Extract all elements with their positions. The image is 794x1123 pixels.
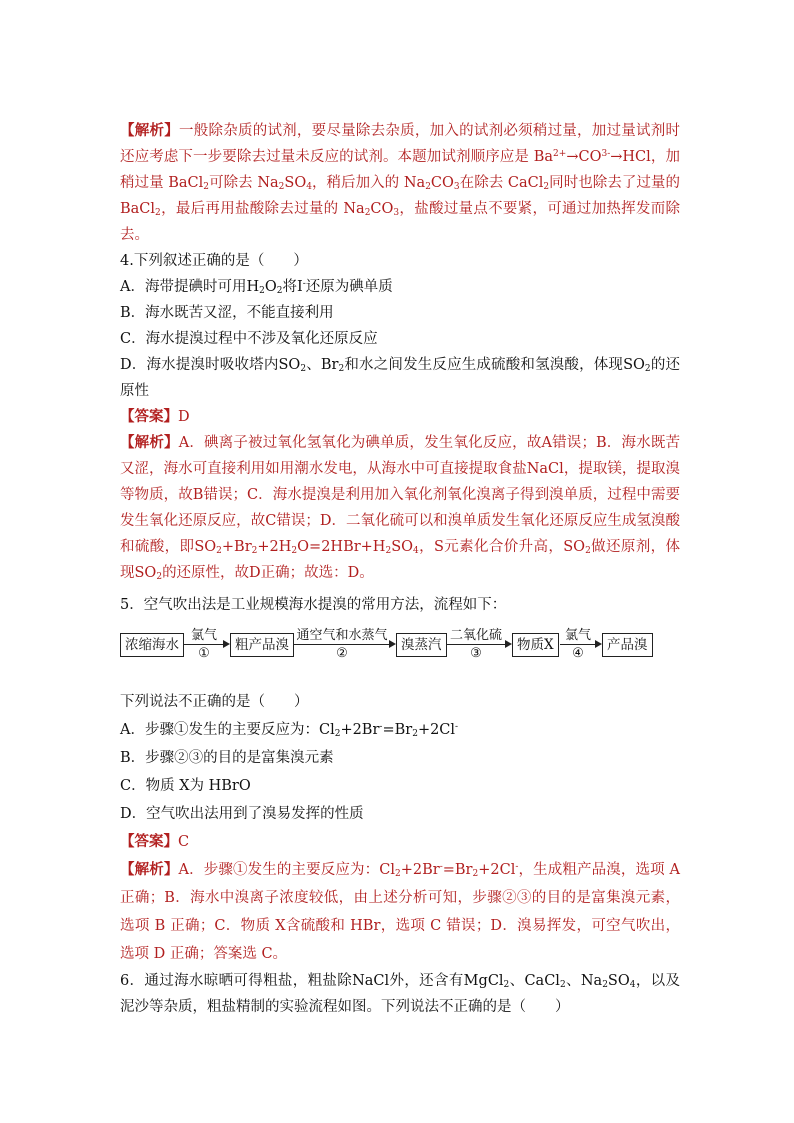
sub: 2 <box>644 364 651 374</box>
q5-stem: 5．空气吹出法是工业规模海水提溴的常用方法，流程如下： <box>120 597 507 613</box>
sup: - <box>455 722 459 732</box>
sub: 2 <box>259 286 265 296</box>
arrow-label-top: 二氧化硫 <box>449 628 502 643</box>
arrow-label-bottom: ③ <box>470 646 482 661</box>
flow-arrow-2 <box>294 628 396 672</box>
analysis-text: O=2HBr+H <box>297 539 386 555</box>
sub: 2 <box>472 869 479 879</box>
sub: 2 <box>276 286 283 296</box>
sub: 2 <box>216 546 222 556</box>
option-text: =Br <box>382 722 413 738</box>
sup: - <box>439 862 443 872</box>
sub: 2 <box>291 546 298 556</box>
q3-analysis-text: 可除去 Na <box>209 175 279 191</box>
analysis-text: ，S元素化合价升高，SO <box>418 539 586 555</box>
option-text: A．海带提碘时可用H <box>120 279 260 295</box>
analysis-text: +2Br <box>400 862 440 878</box>
q4-option-d <box>120 352 680 404</box>
option-text: 将I <box>282 279 303 295</box>
analysis-text: A．步骤①发生的主要反应为：Cl <box>178 862 395 878</box>
option-text: O <box>264 279 277 295</box>
analysis-text: +2H <box>257 539 292 555</box>
answer-tag: 【答案】 <box>120 833 178 850</box>
flow-box-substance-x: 物质X <box>512 633 559 657</box>
q3-analysis-text: 在除去 CaCl <box>459 175 544 191</box>
flow-box-concentrated-seawater: 浓缩海水 <box>120 633 184 657</box>
option-text: +2Br <box>340 722 380 738</box>
q3-analysis-text: →CO <box>566 149 602 165</box>
q4-option-c: C．海水提溴过程中不涉及氧化还原反应 <box>120 331 378 347</box>
analysis-tag: 【解析】 <box>120 122 179 139</box>
option-text: 、Br <box>306 357 339 373</box>
analysis-text: 做还原剂，体现SO <box>120 539 681 581</box>
q6-stem <box>120 968 680 1020</box>
answer-value: D <box>178 409 190 425</box>
flow-box-product-bromine: 产品溴 <box>602 633 653 657</box>
flow-box-bromine-vapor: 溴蒸汽 <box>396 633 447 657</box>
q3-sup: 3- <box>601 149 611 159</box>
option-text: 的还原性 <box>120 357 680 399</box>
q3-analysis <box>120 118 680 248</box>
option-text: 还原为碘单质 <box>305 279 393 295</box>
q3-analysis-text: 同时也除去了过量的 BaCl <box>120 175 680 217</box>
arrow-label-bottom: ② <box>336 646 348 661</box>
option-text: A．步骤①发生的主要反应为：Cl <box>120 722 335 738</box>
q3-sup: 2+ <box>553 149 567 159</box>
analysis-tag: 【解析】 <box>120 861 179 878</box>
sub: 2 <box>395 869 401 879</box>
q5-analysis <box>120 856 680 968</box>
arrow-label-bottom: ④ <box>572 646 584 661</box>
sub: 2 <box>338 364 345 374</box>
q3-analysis-text: ，盐酸过量点不要紧，可通过加热挥发而除去。 <box>120 201 681 243</box>
arrow-head-icon <box>389 640 396 648</box>
q4-answer <box>120 404 680 430</box>
arrow-label-top: 氯气 <box>190 628 217 643</box>
q5-option-d: D．空气吹出法用到了溴易发挥的性质 <box>120 806 364 822</box>
sub: 2 <box>385 546 392 556</box>
q5-option-a <box>120 716 680 744</box>
stem-text: ，以及泥沙等杂质，粗盐精制的实验流程如图。下列说法不正确的是（ ） <box>120 973 680 1015</box>
flow-box-crude-bromine: 粗产品溴 <box>230 633 294 657</box>
stem-text: SO <box>607 973 630 989</box>
sub: 2 <box>602 980 608 990</box>
q3-analysis-text: SO <box>284 175 307 191</box>
flow-arrow-1 <box>184 628 230 672</box>
q3-sub: 2 <box>425 182 431 192</box>
sub: 4 <box>629 980 636 990</box>
q4-stem: 4.下列叙述正确的是（ ） <box>120 253 308 269</box>
q3-analysis-text: ，最后再用盐酸除去过量的 Na <box>160 201 365 217</box>
sub: 2 <box>585 546 591 556</box>
sub: 2 <box>300 364 307 374</box>
arrow-label-top: 氯气 <box>564 628 591 643</box>
q3-analysis-text: →HCl，加稍过量 BaCl <box>120 149 680 191</box>
sub: 2 <box>251 546 258 556</box>
analysis-text: =Br <box>442 862 473 878</box>
arrow-head-icon <box>505 640 512 648</box>
q3-sub: 2 <box>543 182 550 192</box>
q5-option-b: B．步骤②③的目的是富集溴元素 <box>120 750 334 766</box>
arrow-label-top: 通空气和水蒸气 <box>296 628 388 643</box>
option-text: D．海水提溴时吸收塔内SO <box>120 357 301 373</box>
option-text: 和水之间发生反应生成硫酸和氢溴酸，体现SO <box>344 357 645 373</box>
sub: 2 <box>156 572 163 582</box>
sub: 2 <box>503 980 510 990</box>
sub: 2 <box>412 729 418 739</box>
q3-analysis-text: ，稍后加入的 Na <box>311 175 426 191</box>
q3-sub: 2 <box>203 182 210 192</box>
analysis-text: 的还原性，故D正确；故选：D。 <box>162 565 374 581</box>
sub: 4 <box>413 546 419 556</box>
q5-answer <box>120 828 680 856</box>
analysis-text: A．碘离子被过氧化氢氧化为碘单质，发生氧化反应，故A错误；B．海水既苦又涩，海水可直接利用如用潮水发电，从海水中可直接提取食盐NaCl，提取镁，提取溴等物质，故B错误；C．海水提溴是利用加入氧化剂氧化溴离子得到溴单质，过程中需要发生氧化还原反应，故C错误；D．二氧化硫可以和溴单质发生氧化还原反应生成氢溴酸和硫酸，即SO <box>120 435 680 555</box>
flow-arrow-3 <box>446 628 512 672</box>
arrow-head-icon <box>223 640 230 648</box>
q3-sub: 2 <box>364 208 371 218</box>
document-page <box>120 118 680 1020</box>
arrow-label-bottom: ① <box>198 646 210 661</box>
q4-option-a <box>120 274 680 300</box>
sup: - <box>515 862 519 872</box>
q3-sub: 3 <box>453 182 460 192</box>
q4-option-b: B．海水既苦又涩，不能直接利用 <box>120 305 334 321</box>
stem-text: 、Na <box>565 973 603 989</box>
q3-analysis-text: CO <box>430 175 454 191</box>
q4-analysis <box>120 430 680 586</box>
sup: - <box>379 722 383 732</box>
option-text: +2Cl <box>417 722 456 738</box>
stem-text: 、CaCl <box>509 973 560 989</box>
q3-analysis-text: CO <box>370 201 394 217</box>
q3-sub: 2 <box>278 182 285 192</box>
flow-arrow-4 <box>560 628 602 672</box>
analysis-tag: 【解析】 <box>120 434 179 451</box>
q5-question: 下列说法不正确的是（ ） <box>120 694 309 710</box>
analysis-text: ，生成粗产品溴，选项 A 正确；B．海水中溴离子浓度较低，由上述分析可知，步骤②③的目的是富集溴元素，选项 B 正确；C．物质 X含硫酸和 HBr，选项 C 错误；D．溴易挥发，可空气吹出，选项 D 正确；答案选 C。 <box>120 862 680 962</box>
answer-value: C <box>178 834 190 850</box>
flow-chart <box>120 628 680 674</box>
answer-tag: 【答案】 <box>120 408 178 425</box>
analysis-text: SO <box>391 539 414 555</box>
q3-sub: 4 <box>306 182 312 192</box>
q5-option-c: C．物质 X为 HBrO <box>120 778 251 794</box>
q3-sub: 2 <box>155 208 161 218</box>
stem-text: 6．通过海水晾晒可得粗盐，粗盐除NaCl外，还含有MgCl <box>120 973 504 989</box>
arrow-head-icon <box>595 640 602 648</box>
q3-analysis-text: 一般除杂质的试剂，要尽量除去杂质，加入的试剂必须稍过量，加过量试剂时还应考虑下一步要除去过量未反应的试剂。本题加试剂顺序应是 Ba <box>120 123 681 165</box>
q3-sub: 3 <box>393 208 400 218</box>
sub: 2 <box>559 980 566 990</box>
analysis-text: +2Cl <box>478 862 516 878</box>
sub: 2 <box>334 729 341 739</box>
analysis-text: +Br <box>221 539 252 555</box>
sup: - <box>302 279 306 289</box>
